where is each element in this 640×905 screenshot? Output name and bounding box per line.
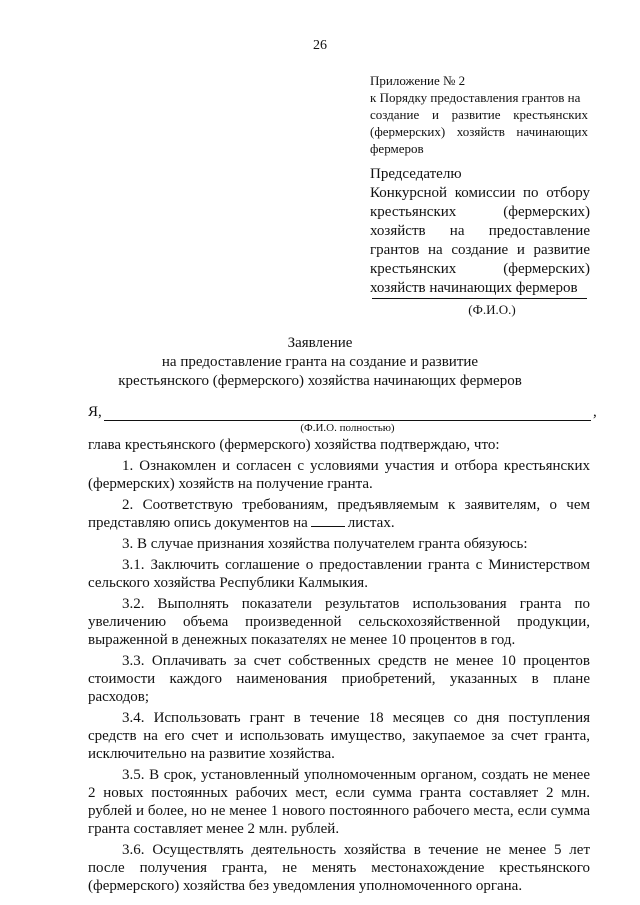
addressee-line: Председателю [370, 166, 462, 182]
page-number: 26 [313, 38, 327, 53]
document-title: Заявление [287, 335, 353, 351]
document-subtitle: крестьянского (фермерского) хозяйства начинающих фермеров [118, 373, 522, 389]
applicant-prefix: Я, [88, 404, 102, 420]
appendix-line: фермеров [370, 141, 424, 156]
appendix-line: создание и развитие крестьянских [370, 107, 588, 122]
pages-count-field [311, 514, 345, 527]
appendix-line: к Порядку предоставления грантов на [370, 90, 581, 105]
appendix-block [370, 72, 588, 157]
statement-text: листах. [347, 515, 395, 531]
statement-item: 3.4. Использовать грант в течение 18 месяцев со дня поступления средств на его счет и использовать имущество, закупаемое за счет гранта, исключительно на развитие хозяйства. [88, 710, 590, 762]
addressee-line: хозяйств на предоставление [370, 223, 590, 239]
addressee-signature-line [372, 298, 587, 299]
statement-item: 3. В случае признания хозяйства получателем гранта обязуюсь: [122, 536, 528, 552]
addressee-line: Конкурсной комиссии по отбору [370, 185, 590, 201]
addressee-line: крестьянских (фермерских) [370, 261, 590, 277]
appendix-line: (фермерских) хозяйств начинающих [370, 124, 588, 139]
addressee-line: хозяйств начинающих фермеров [370, 280, 578, 296]
addressee-line: крестьянских (фермерских) [370, 204, 590, 220]
applicant-name-field [104, 420, 591, 421]
statement-item: 3.6. Осуществлять деятельность хозяйства в течение не менее 5 лет после получения гранта, не менять местонахождение крестьянского (фермерского) хозяйства без уведомления уполномоченного органа. [88, 842, 590, 894]
addressee-line: грантов на создание и развитие [370, 242, 590, 258]
statement-body [88, 436, 590, 898]
addressee-fio-caption: (Ф.И.О.) [468, 302, 516, 317]
applicant-comma: , [593, 404, 597, 420]
statement-intro: глава крестьянского (фермерского) хозяйства подтверждаю, что: [88, 437, 500, 453]
statement-item: 3.3. Оплачивать за счет собственных средств не менее 10 процентов стоимости каждого наименования приобретений, указанных в плане расходов; [88, 653, 590, 705]
document-subtitle: на предоставление гранта на создание и развитие [161, 354, 479, 370]
statement-item: 3.2. Выполнять показатели результатов использования гранта по увеличению объема произведенной сельскохозяйственной продукции, выраженной в денежных показателях не менее 10 процентов в год. [88, 596, 590, 648]
statement-item: 3.5. В срок, установленный уполномоченным органом, создать не менее 2 новых постоянных рабочих мест, если сумма гранта составляет 2 млн. рублей и более, но не менее 1 нового постоянного рабочего места, если сумма гранта составляет менее 2 млн. рублей. [88, 767, 590, 837]
statement-text: 2. Соответствую требованиям, предъявляемым к заявителям, о чем представляю опись документов на [88, 497, 590, 531]
addressee-block [370, 165, 590, 298]
statement-item: 1. Ознакомлен и согласен с условиями участия и отбора крестьянских (фермерских) хозяйств на получение гранта. [88, 458, 590, 492]
statement-item: 3.1. Заключить соглашение о предоставлении гранта с Министерством сельского хозяйства Республики Калмыкия. [88, 557, 590, 591]
statement-item [88, 496, 590, 532]
appendix-title: Приложение № 2 [370, 73, 466, 88]
applicant-name-caption: (Ф.И.О. полностью) [300, 422, 395, 434]
